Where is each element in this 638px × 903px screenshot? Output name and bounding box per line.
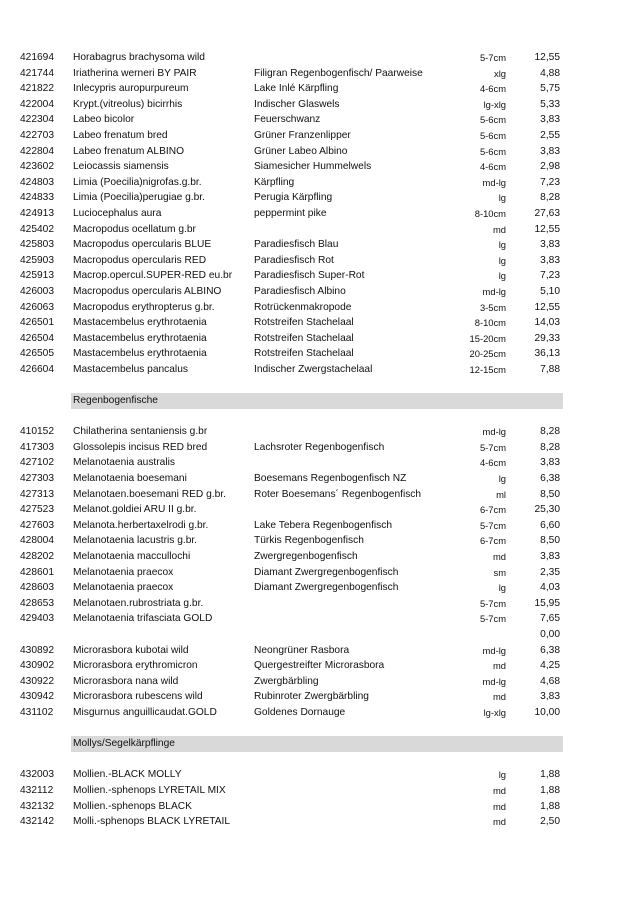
article-code: 425803 xyxy=(20,239,54,251)
price: 2,35 xyxy=(540,566,560,578)
common-name: Rotstreifen Stachelaal xyxy=(254,348,354,360)
table-row xyxy=(20,565,622,581)
table-row xyxy=(20,237,622,253)
price: 5,33 xyxy=(540,98,560,110)
article-code: 432112 xyxy=(20,784,54,796)
price: 3,83 xyxy=(540,239,560,251)
common-name: Siamesicher Hummelwels xyxy=(254,161,372,173)
size: 4-6cm xyxy=(479,83,506,95)
section-title: Regenbogenfische xyxy=(71,393,563,409)
article-code: 430922 xyxy=(20,675,54,687)
species-name: Mollien.-BLACK MOLLY xyxy=(73,769,182,781)
size: md-lg xyxy=(482,675,506,687)
article-code: 424913 xyxy=(20,207,54,219)
size: 15-20cm xyxy=(469,332,506,344)
size: sm xyxy=(493,566,506,578)
price: 2,55 xyxy=(540,129,560,141)
common-name: Diamant Zwergregenbogenfisch xyxy=(254,566,399,578)
table-row xyxy=(20,159,622,175)
price: 4,68 xyxy=(540,675,560,687)
price: 27,63 xyxy=(534,207,560,219)
species-name: Leiocassis siamensis xyxy=(73,161,169,173)
common-name: Paradiesfisch Rot xyxy=(254,254,334,266)
species-name: Chilatherina sentaniensis g.br xyxy=(73,426,208,438)
common-name: Rotstreifen Stachelaal xyxy=(254,317,354,329)
size: 6-7cm xyxy=(479,535,506,547)
article-code: 410152 xyxy=(20,426,54,438)
size: lg xyxy=(498,239,506,251)
species-name: Horabagrus brachysoma wild xyxy=(73,52,205,63)
table-row xyxy=(20,284,622,300)
price: 12,55 xyxy=(534,52,560,63)
price: 2,50 xyxy=(540,816,560,828)
table-row xyxy=(20,643,622,659)
common-name: Paradiesfisch Super-Rot xyxy=(254,270,365,282)
table-row xyxy=(20,362,622,378)
table-row xyxy=(20,596,622,612)
size: 3-5cm xyxy=(479,301,506,313)
price: 0,00 xyxy=(540,628,560,640)
size: lg-xlg xyxy=(483,706,506,718)
common-name: Rubinroter Zwergbärbling xyxy=(254,691,369,703)
price: 14,03 xyxy=(534,317,560,329)
common-name: Indischer Glaswels xyxy=(254,98,340,110)
common-name: Rotrückenmakropode xyxy=(254,301,352,313)
table-row xyxy=(20,112,622,128)
price: 3,83 xyxy=(540,457,560,469)
species-name: Mastacembelus erythrotaenia xyxy=(73,317,207,329)
table-row xyxy=(20,66,622,82)
table-row xyxy=(20,487,622,503)
species-name: Limia (Poecilia)perugiae g.br. xyxy=(73,192,205,204)
price: 7,65 xyxy=(540,613,560,625)
article-code: 432142 xyxy=(20,816,54,828)
size: lg xyxy=(498,270,506,282)
common-name: Indischer Zwergstachelaal xyxy=(254,363,373,375)
article-code: 422703 xyxy=(20,129,54,141)
table-row xyxy=(20,81,622,97)
species-name: Labeo frenatum ALBINO xyxy=(73,145,184,157)
article-code: 427102 xyxy=(20,457,54,469)
article-code: 427313 xyxy=(20,488,54,500)
table-row xyxy=(20,611,622,627)
size: md-lg xyxy=(482,285,506,297)
price: 8,50 xyxy=(540,488,560,500)
species-name: Mollien.-sphenops BLACK xyxy=(73,800,192,812)
spacer xyxy=(20,409,622,425)
species-name: Mastacembelus erythrotaenia xyxy=(73,348,207,360)
size: 12-15cm xyxy=(469,363,506,375)
section-title: Mollys/Segelkärpflinge xyxy=(71,736,563,752)
table-row xyxy=(20,549,622,565)
size: 5-7cm xyxy=(479,597,506,609)
article-code: 422304 xyxy=(20,114,54,126)
table-row xyxy=(20,144,622,160)
size: md xyxy=(492,660,506,672)
species-name: Labeo bicolor xyxy=(73,114,135,126)
size: md xyxy=(492,691,506,703)
common-name: Quergestreifter Microrasbora xyxy=(254,660,385,672)
species-name: Mastacembelus pancalus xyxy=(73,363,188,375)
common-name: Neongrüner Rasbora xyxy=(254,644,350,656)
species-name: Mastacembelus erythrotaenia xyxy=(73,332,207,344)
species-name: Mollien.-sphenops LYRETAIL MIX xyxy=(73,784,226,796)
common-name: Paradiesfisch Albino xyxy=(254,285,346,297)
price: 1,88 xyxy=(540,784,560,796)
table-row xyxy=(20,331,622,347)
price: 3,83 xyxy=(540,691,560,703)
price: 8,28 xyxy=(540,192,560,204)
size: ml xyxy=(496,488,506,500)
common-name: Kärpfling xyxy=(254,176,295,188)
article-code: 426505 xyxy=(20,348,54,360)
article-code: 427303 xyxy=(20,473,54,485)
price: 10,00 xyxy=(534,706,560,718)
size: 5-7cm xyxy=(479,52,506,63)
size: lg xyxy=(498,582,506,594)
price: 4,88 xyxy=(540,67,560,79)
species-name: Macropodus opercularis BLUE xyxy=(73,239,212,251)
size: md-lg xyxy=(482,426,506,438)
article-code: 428004 xyxy=(20,535,54,547)
size: 4-6cm xyxy=(479,457,506,469)
size: 6-7cm xyxy=(479,504,506,516)
size: 4-6cm xyxy=(479,161,506,173)
spacer xyxy=(20,752,622,768)
article-code: 426504 xyxy=(20,332,54,344)
size: md-lg xyxy=(482,176,506,188)
species-name: Melanot.goldiei ARU II g.br. xyxy=(73,504,197,516)
species-name: Molli.-sphenops BLACK LYRETAIL xyxy=(73,816,231,828)
article-code: 430902 xyxy=(20,660,54,672)
article-code: 421694 xyxy=(20,52,54,63)
article-code: 426501 xyxy=(20,317,54,329)
size: 5-7cm xyxy=(479,441,506,453)
table-row xyxy=(20,222,622,238)
price: 7,23 xyxy=(540,270,560,282)
species-name: Melanotaenia trifasciata GOLD xyxy=(73,613,213,625)
table-row xyxy=(20,206,622,222)
article-code: 425402 xyxy=(20,223,54,235)
price: 36,13 xyxy=(534,348,560,360)
price: 7,23 xyxy=(540,176,560,188)
species-name: Melanotaenia boesemani xyxy=(73,473,187,485)
price: 12,55 xyxy=(534,301,560,313)
price: 6,38 xyxy=(540,644,560,656)
table-row xyxy=(20,455,622,471)
table-row xyxy=(20,767,622,783)
price: 3,83 xyxy=(540,254,560,266)
price: 2,98 xyxy=(540,161,560,173)
price: 5,75 xyxy=(540,83,560,95)
table-row xyxy=(20,346,622,362)
article-code: 417303 xyxy=(20,441,54,453)
price: 7,88 xyxy=(540,363,560,375)
common-name: Paradiesfisch Blau xyxy=(254,239,339,251)
table-row xyxy=(20,783,622,799)
table-row xyxy=(20,128,622,144)
table-row xyxy=(20,175,622,191)
price: 8,28 xyxy=(540,426,560,438)
size: md-lg xyxy=(482,644,506,656)
table-row xyxy=(20,253,622,269)
table-row xyxy=(20,580,622,596)
size: 5-6cm xyxy=(479,129,506,141)
species-name: Macropodus opercularis ALBINO xyxy=(73,285,222,297)
table-row xyxy=(20,814,622,830)
size: lg xyxy=(498,192,506,204)
price: 8,28 xyxy=(540,441,560,453)
price: 3,83 xyxy=(540,114,560,126)
common-name: Grüner Franzenlipper xyxy=(254,129,351,141)
article-code: 425913 xyxy=(20,270,54,282)
size: md xyxy=(492,784,506,796)
article-code: 428603 xyxy=(20,582,54,594)
common-name: Lake Tebera Regenbogenfisch xyxy=(254,519,393,531)
species-name: Melanotaenia praecox xyxy=(73,566,174,578)
size: md xyxy=(492,223,506,235)
species-name: Melanotaen.rubrostriata g.br. xyxy=(73,597,204,609)
size: lg xyxy=(498,769,506,781)
common-name: Zwergbärbling xyxy=(254,675,319,687)
article-code: 427523 xyxy=(20,504,54,516)
species-name: Macropodus erythropterus g.br. xyxy=(73,301,215,313)
price: 6,60 xyxy=(540,519,560,531)
size: lg xyxy=(498,254,506,266)
table-row xyxy=(20,315,622,331)
table-row xyxy=(20,440,622,456)
table-row xyxy=(20,518,622,534)
price: 6,38 xyxy=(540,473,560,485)
common-name: Grüner Labeo Albino xyxy=(254,145,348,157)
common-name: peppermint pike xyxy=(254,207,327,219)
common-name: Lachsroter Regenbogenfisch xyxy=(254,441,385,453)
table-row xyxy=(20,300,622,316)
spacer xyxy=(20,721,622,737)
common-name: Zwergregenbogenfisch xyxy=(254,551,358,562)
article-code: 428653 xyxy=(20,597,54,609)
species-name: Glossolepis incisus RED bred xyxy=(73,441,208,453)
species-name: Krypt.(vitreolus) bicirrhis xyxy=(73,98,183,110)
article-code: 428601 xyxy=(20,566,54,578)
size: 8-10cm xyxy=(474,207,506,219)
table-row xyxy=(20,268,622,284)
size: lg xyxy=(498,473,506,485)
section-header xyxy=(20,393,622,409)
size: md xyxy=(492,800,506,812)
article-code: 423602 xyxy=(20,161,54,173)
price: 5,10 xyxy=(540,285,560,297)
species-name: Limia (Poecilia)nigrofas.g.br. xyxy=(73,176,202,188)
price: 12,55 xyxy=(534,223,560,235)
species-name: Labeo frenatum bred xyxy=(73,129,168,141)
article-code: 422804 xyxy=(20,145,54,157)
article-code: 427603 xyxy=(20,519,54,531)
species-name: Luciocephalus aura xyxy=(73,207,162,219)
price: 25,30 xyxy=(534,504,560,516)
article-code: 430892 xyxy=(20,644,54,656)
species-name: Microrasbora rubescens wild xyxy=(73,691,203,703)
species-name: Macropodus opercularis RED xyxy=(73,254,207,266)
table-row xyxy=(20,190,622,206)
article-code: 432003 xyxy=(20,769,54,781)
price: 8,50 xyxy=(540,535,560,547)
article-code: 431102 xyxy=(20,706,54,718)
article-code: 424833 xyxy=(20,192,54,204)
species-name: Melanotaen.boesemani RED g.br. xyxy=(73,488,226,500)
table-row xyxy=(20,424,622,440)
price: 29,33 xyxy=(534,332,560,344)
article-code: 426003 xyxy=(20,285,54,297)
table-row xyxy=(20,627,622,643)
article-code: 421822 xyxy=(20,83,54,95)
size: md xyxy=(492,816,506,828)
common-name: Türkis Regenbogenfisch xyxy=(254,535,364,547)
table-row xyxy=(20,471,622,487)
article-code: 429403 xyxy=(20,613,54,625)
common-name: Boesemans Regenbogenfisch NZ xyxy=(254,473,407,485)
article-code: 426063 xyxy=(20,301,54,313)
size: 5-6cm xyxy=(479,114,506,126)
size: 5-7cm xyxy=(479,519,506,531)
article-code: 426604 xyxy=(20,363,54,375)
species-name: Melanotaenia australis xyxy=(73,457,175,469)
common-name: Perugia Kärpfling xyxy=(254,192,333,204)
size: 20-25cm xyxy=(469,348,506,360)
common-name: Rotstreifen Stachelaal xyxy=(254,332,354,344)
price: 1,88 xyxy=(540,769,560,781)
price: 3,83 xyxy=(540,145,560,157)
common-name: Roter Boesemans´ Regenbogenfisch xyxy=(254,488,422,500)
table-row xyxy=(20,689,622,705)
article-code: 428202 xyxy=(20,551,54,562)
common-name: Goldenes Dornauge xyxy=(254,706,346,718)
price: 15,95 xyxy=(534,597,560,609)
species-name: Microrasbora kubotai wild xyxy=(73,644,189,656)
article-code: 430942 xyxy=(20,691,54,703)
species-name: Microrasbora nana wild xyxy=(73,675,179,687)
article-code: 432132 xyxy=(20,800,54,812)
price: 1,88 xyxy=(540,800,560,812)
size: 5-6cm xyxy=(479,145,506,157)
section-header xyxy=(20,736,622,752)
species-name: Inlecypris auropurpureum xyxy=(73,83,189,95)
species-name: Macropodus ocellatum g.br xyxy=(73,223,196,235)
table-row xyxy=(20,674,622,690)
size: lg-xlg xyxy=(483,98,506,110)
species-name: Melanotaenia lacustris g.br. xyxy=(73,535,198,547)
species-name: Iriatherina werneri BY PAIR xyxy=(73,67,197,79)
price: 3,83 xyxy=(540,551,560,562)
species-name: Macrop.opercul.SUPER-RED eu.br xyxy=(73,270,233,282)
table-row xyxy=(20,502,622,518)
common-name: Filigran Regenbogenfisch/ Paarweise xyxy=(254,67,423,79)
common-name: Diamant Zwergregenbogenfisch xyxy=(254,582,399,594)
table-row xyxy=(20,658,622,674)
species-name: Microrasbora erythromicron xyxy=(73,660,198,672)
table-row xyxy=(20,705,622,721)
price-list xyxy=(20,50,622,830)
common-name: Lake Inlé Kärpfling xyxy=(254,83,339,95)
article-code: 421744 xyxy=(20,67,54,79)
article-code: 425903 xyxy=(20,254,54,266)
size: md xyxy=(492,551,506,562)
table-row xyxy=(20,97,622,113)
price: 4,25 xyxy=(540,660,560,672)
article-code: 422004 xyxy=(20,98,54,110)
article-code: 424803 xyxy=(20,176,54,188)
species-name: Misgurnus anguillicaudat.GOLD xyxy=(73,706,217,718)
species-name: Melanota.herbertaxelrodi g.br. xyxy=(73,519,209,531)
table-row xyxy=(20,533,622,549)
table-row xyxy=(20,50,622,66)
table-row xyxy=(20,799,622,815)
spacer xyxy=(20,377,622,393)
species-name: Melanotaenia praecox xyxy=(73,582,174,594)
common-name: Feuerschwanz xyxy=(254,114,321,126)
size: xlg xyxy=(494,67,506,79)
size: 8-10cm xyxy=(474,317,506,329)
species-name: Melanotaenia maccullochi xyxy=(73,551,191,562)
price: 4,03 xyxy=(540,582,560,594)
size: 5-7cm xyxy=(479,613,506,625)
